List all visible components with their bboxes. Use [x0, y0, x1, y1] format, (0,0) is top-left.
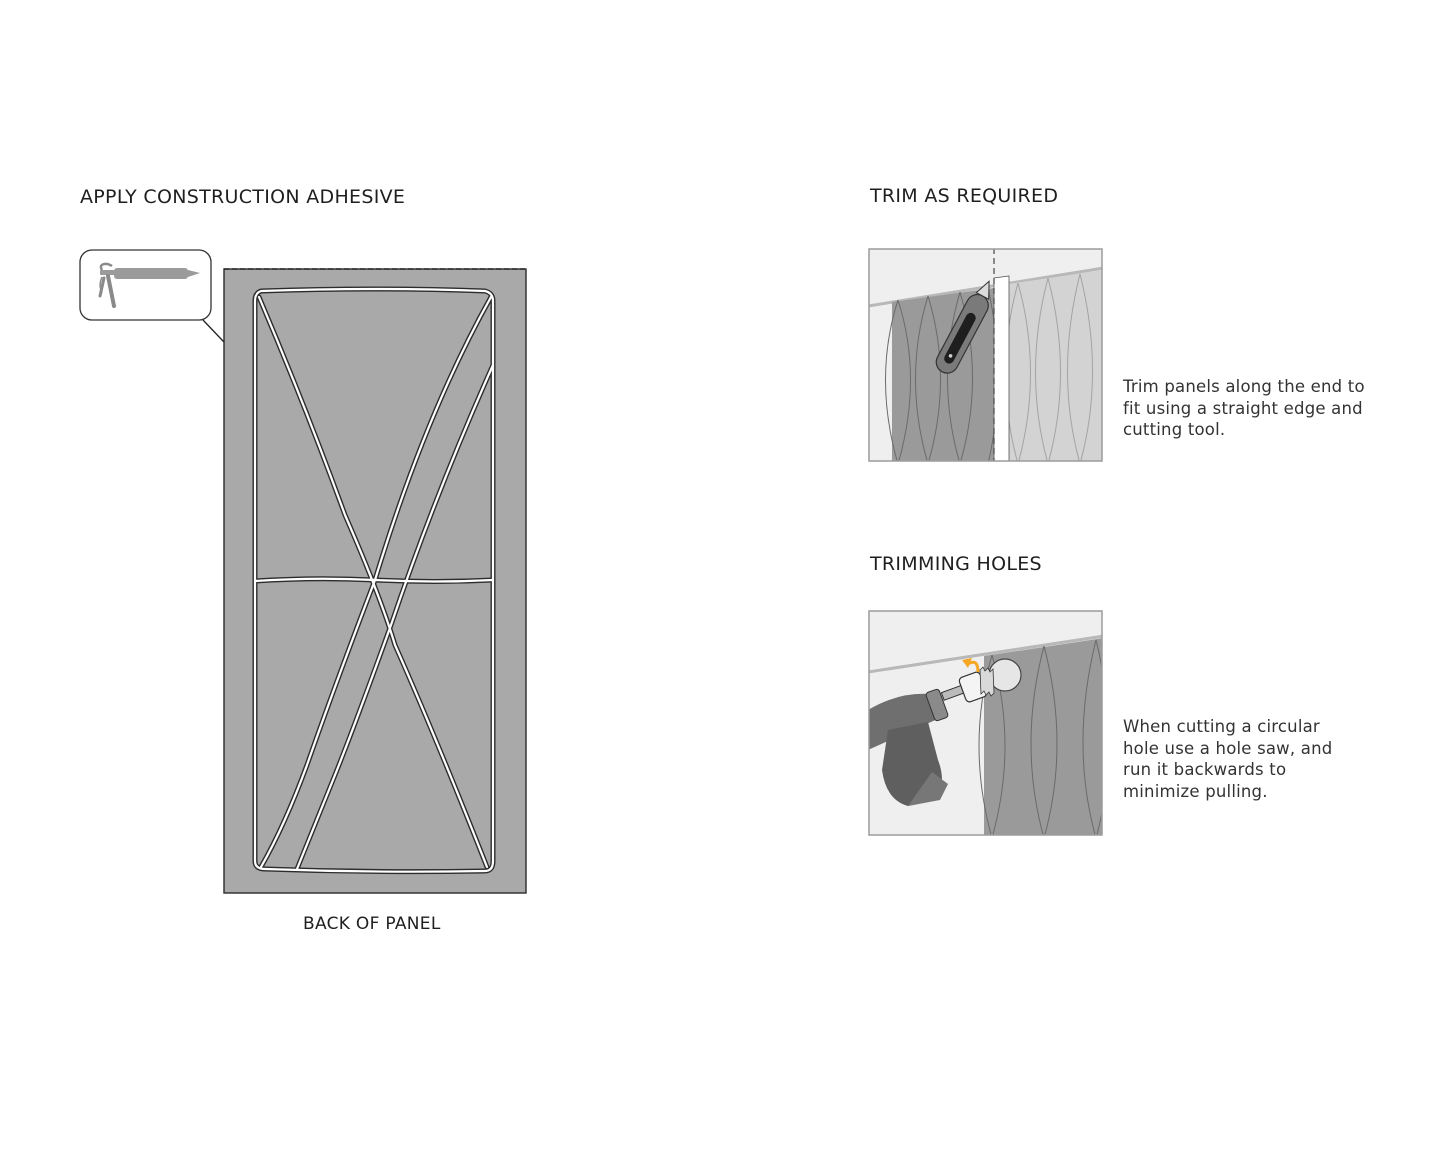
trimming-holes-illustration [868, 610, 1104, 838]
holes-description-line: run it backwards to [1123, 760, 1287, 779]
holes-description-line: minimize pulling. [1123, 781, 1268, 801]
trim-illustration [868, 248, 1104, 464]
trim-description [1123, 376, 1365, 441]
trimming-holes-description [1123, 716, 1332, 802]
trim-description-line: Trim panels along the end to [1123, 377, 1365, 396]
trimming-holes-heading: TRIMMING HOLES [870, 553, 1042, 575]
holes-description-line: When cutting a circular [1123, 717, 1320, 736]
holes-description-line: hole use a hole saw, and [1123, 738, 1333, 758]
caulking-gun-callout [78, 248, 214, 324]
trim-description-line: cutting tool. [1123, 420, 1226, 439]
trim-heading: TRIM AS REQUIRED [870, 185, 1059, 207]
trim-description-line: fit using a straight edge and [1123, 398, 1363, 418]
back-of-panel-diagram [195, 265, 535, 897]
back-of-panel-caption: BACK OF PANEL [303, 914, 441, 934]
adhesive-heading: APPLY CONSTRUCTION ADHESIVE [80, 186, 406, 208]
